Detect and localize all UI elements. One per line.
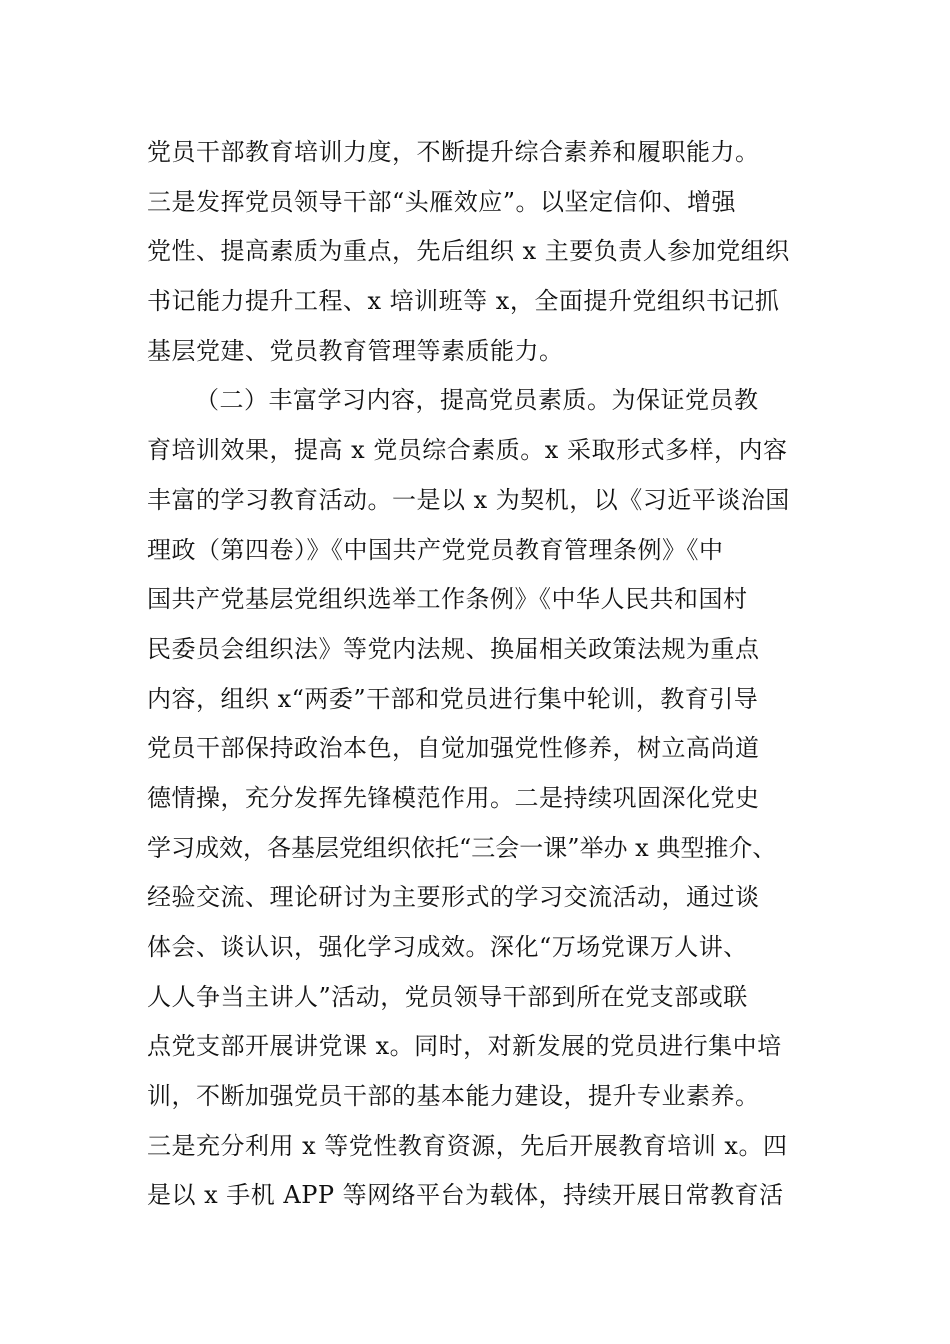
text-line: 国共产党基层党组织选举工作条例》《中华人民共和国村 xyxy=(147,585,748,614)
text-line: 育培训效果，提高 x 党员综合素质。x 采取形式多样，内容 xyxy=(147,436,788,465)
text-line: 理政（第四卷）》《中国共产党党员教育管理条例》《中 xyxy=(147,535,724,564)
text-line: 体会、谈认识，强化学习成效。深化“万场党课万人讲、 xyxy=(147,933,748,961)
text-line: 内容，组织 x“两委”干部和党员进行集中轮训，教育引导 xyxy=(147,684,759,713)
text-line: 党员干部教育培训力度，不断提升综合素养和履职能力。 xyxy=(147,138,760,166)
text-line: 学习成效，各基层党组织依托“三会一课”举办 x 典型推介、 xyxy=(147,833,777,862)
text-line: 人人争当主讲人”活动，党员领导干部到所在党支部或联 xyxy=(147,982,748,1011)
text-line: 三是充分利用 x 等党性教育资源，先后开展教育培训 x。四 xyxy=(147,1131,788,1160)
text-line: 丰富的学习教育活动。一是以 x 为契机，以《习近平谈治国 xyxy=(147,485,790,514)
text-line: 经验交流、理论研讨为主要形式的学习交流活动，通过谈 xyxy=(147,883,760,912)
text-line: 党性、提高素质为重点，先后组织 x 主要负责人参加党组织 xyxy=(147,237,790,266)
text-line: 基层党建、党员教育管理等素质能力。 xyxy=(147,336,564,365)
body-text xyxy=(147,128,817,1221)
text-line: 三是发挥党员领导干部“头雁效应”。以坚定信仰、增强 xyxy=(147,187,737,216)
text-line: 是以 x 手机 APP 等网络平台为载体，持续开展日常教育活 xyxy=(147,1181,784,1210)
paragraph-heading-line: （二）丰富学习内容，提高党员素质。为保证党员教 xyxy=(195,386,759,415)
text-line: 点党支部开展讲党课 x。同时，对新发展的党员进行集中培 xyxy=(147,1032,782,1061)
text-line: 民委员会组织法》等党内法规、换届相关政策法规为重点 xyxy=(147,634,760,663)
text-line: 德情操，充分发挥先锋模范作用。二是持续巩固深化党史 xyxy=(147,783,760,812)
text-line: 书记能力提升工程、x 培训班等 x，全面提升党组织书记抓 xyxy=(147,287,780,316)
text-line: 党员干部保持政治本色，自觉加强党性修养，树立高尚道 xyxy=(147,734,760,763)
text-line: 训，不断加强党员干部的基本能力建设，提升专业素养。 xyxy=(147,1082,760,1111)
